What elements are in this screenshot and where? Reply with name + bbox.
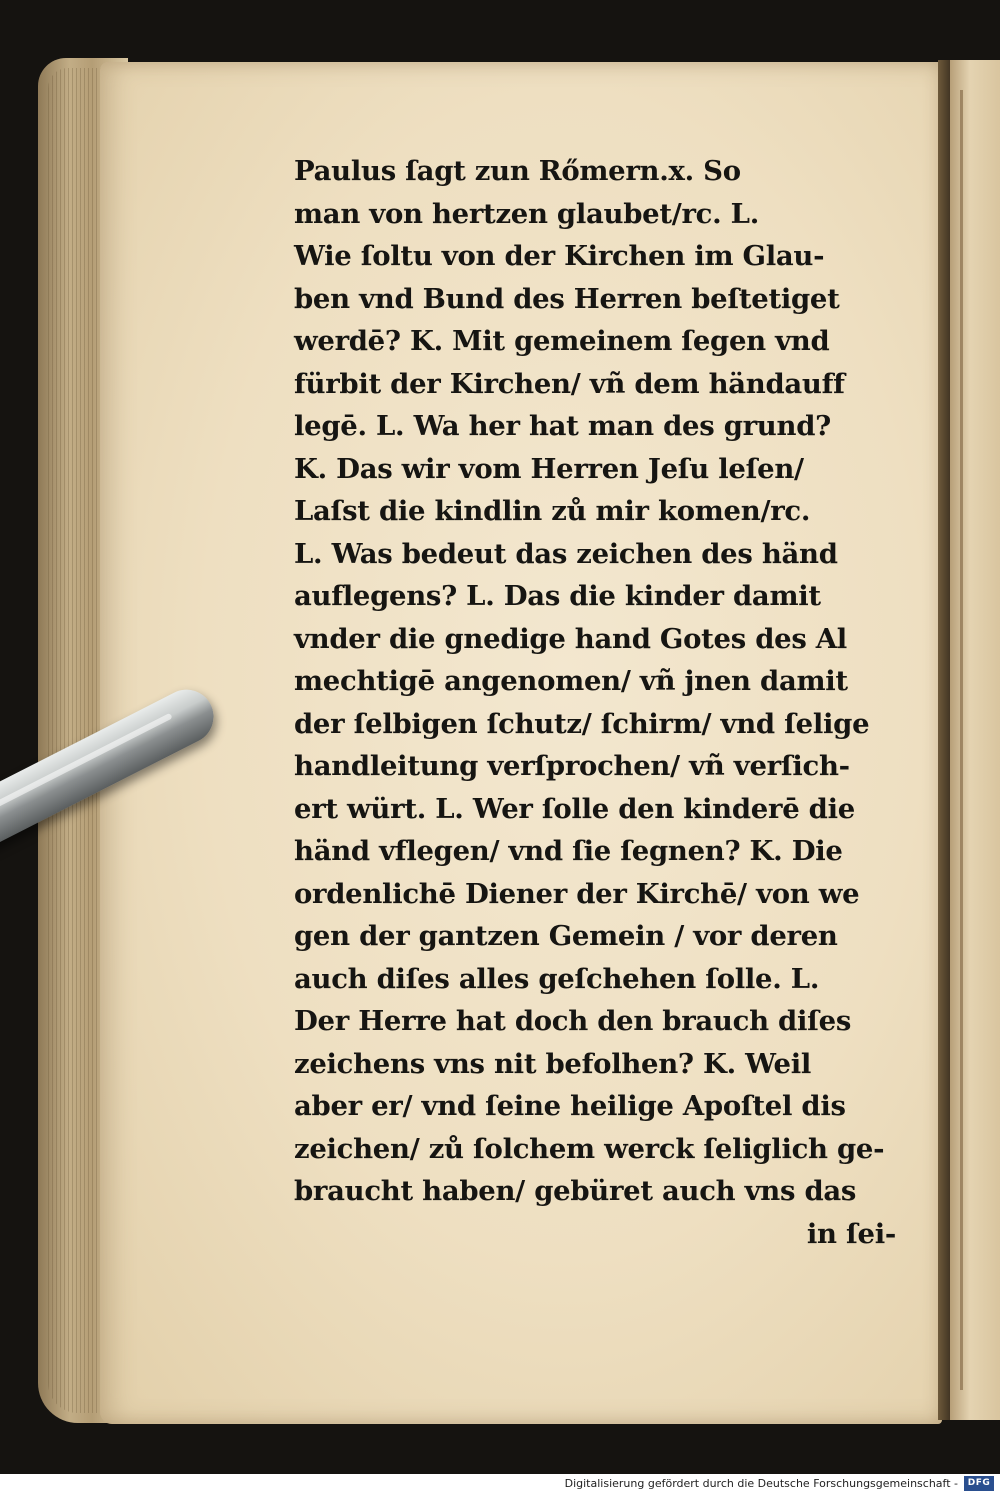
text-line: gen der gantzen Gemein / vor deren [294,920,838,952]
text-line: vnder die gnedige hand Gotes des Al [294,622,847,655]
text-line: ordenlichē Diener der Kirchē/ von we [294,877,860,910]
text-line: Der Herre hat doch den brauch diſes [294,1005,852,1037]
footer-bar [0,1474,1000,1494]
catchword: in ſei- [806,1217,896,1250]
text-line: Laſst die kindlin zů mir komen/rc. [294,495,811,527]
text-line: händ vflegen/ vnd ſie ſegnen? K. Die [294,835,843,867]
text-line: fürbit der Kirchen/ vñ dem händauff [294,367,845,400]
text-line: L. Was bedeut das zeichen des händ [294,537,838,570]
text-line: ben vnd Bund des Herren beſtetiget [294,282,840,315]
facing-page-edge [950,60,1000,1420]
text-line: legē. L. Wa her hat man des grund? [294,410,831,442]
text-line: mechtigē angenomen/ vñ jnen damit [294,665,848,697]
page-text [294,150,914,1255]
text-line: Paulus ſagt zun Rőmern.x. So [294,155,741,187]
text-line: aber er/ vnd ſeine heilige Apoſtel dis [294,1090,846,1122]
text-line: zeichens vns nit befolhen? K. Weil [294,1047,811,1080]
text-line: K. Das wir vom Herren Jeſu leſen/ [294,452,804,485]
text-line: handleitung verſprochen/ vñ verſich- [294,750,850,782]
text-line: Wie ſoltu von der Kirchen im Glau- [294,240,825,272]
text-line: der ſelbigen ſchutz/ ſchirm/ vnd ſelige [294,707,870,740]
text-line: auch diſes alles geſchehen ſolle. L. [294,962,820,995]
text-line: auflegens? L. Das die kinder damit [294,580,821,612]
text-line: man von hertzen glaubet/rc. L. [294,197,759,230]
text-line: zeichen/ zů ſolchem werck ſeliglich ge- [294,1132,885,1165]
footer-credit: Digitalisierung gefördert durch die Deutsche Forschungsgemeinschaft - [564,1477,958,1490]
text-line: ert würt. L. Wer ſolle den kinderē die [294,792,855,825]
text-line: werdē? K. Mit gemeinem ſegen vnd [294,325,830,357]
text-line: braucht haben/ gebüret auch vns das [294,1175,857,1207]
dfg-logo-icon: DFG [964,1476,994,1491]
